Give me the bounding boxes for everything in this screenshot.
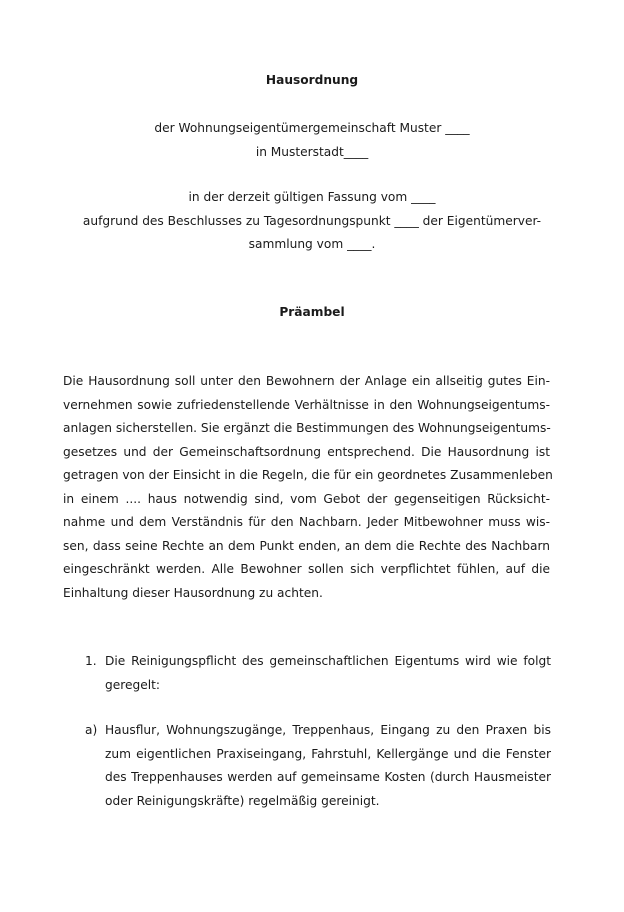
preamble-line: getragen von der Einsicht in die Regeln, die für ein geordnetes Zusammenleben bbox=[63, 468, 553, 482]
preamble-line: in einem .... haus notwendig sind, vom Gebot der gegenseitigen Rücksicht- bbox=[63, 491, 550, 506]
document-title: Hausordnung bbox=[265, 73, 359, 87]
header-line-version: in der derzeit gültigen Fassung vom ____ bbox=[188, 190, 436, 204]
list-item-line: Hausflur, Wohnungszugänge, Treppenhaus, Eingang zu den Praxen bis bbox=[105, 723, 551, 737]
list-item-line: des Treppenhauses werden auf gemeinsame Kosten (durch Hausmeister bbox=[105, 770, 551, 784]
preamble-line: anlagen sicherstellen. Sie ergänzt die Bestimmungen des Wohnungseigentums- bbox=[63, 421, 551, 435]
preamble-line: gesetzes und der Gemeinschaftsordnung entsprechend. Die Hausordnung ist bbox=[63, 444, 550, 459]
list-item-line: oder Reinigungskräfte) regelmäßig gereinigt. bbox=[105, 793, 380, 808]
list-item-a-marker: a) bbox=[85, 723, 98, 737]
preamble-heading: Präambel bbox=[279, 305, 345, 319]
header-line-community: der Wohnungseigentümergemeinschaft Muster ____ bbox=[154, 121, 470, 135]
list-item-line: Die Reinigungspflicht des gemeinschaftlichen Eigentums wird wie folgt bbox=[105, 654, 551, 668]
header-line-resolution: aufgrund des Beschlusses zu Tagesordnungspunkt ____ der Eigentümerver- bbox=[82, 214, 542, 228]
preamble-line: eingeschränkt werden. Alle Bewohner sollen sich verpflichtet fühlen, auf die bbox=[63, 562, 550, 576]
header-line-meeting: sammlung vom ____. bbox=[248, 237, 376, 251]
list-item-line: geregelt: bbox=[105, 677, 160, 692]
preamble-line: Die Hausordnung soll unter den Bewohnern der Anlage ein allseitig gutes Ein- bbox=[63, 374, 550, 388]
list-item-1-marker: 1. bbox=[85, 654, 97, 668]
preamble-line: vernehmen sowie zufriedenstellende Verhältnisse in den Wohnungseigentums- bbox=[63, 397, 550, 412]
list-item-line: zum eigentlichen Praxiseingang, Fahrstuhl, Kellergänge und die Fenster bbox=[105, 746, 551, 761]
preamble-line: nahme und dem Verständnis für den Nachbarn. Jeder Mitbewohner muss wis- bbox=[63, 515, 550, 529]
header-line-city: in Musterstadt____ bbox=[255, 145, 369, 159]
preamble-line: sen, dass seine Rechte an dem Punkt enden, an dem die Rechte des Nachbarn bbox=[63, 538, 550, 553]
preamble-line: Einhaltung dieser Hausordnung zu achten. bbox=[63, 585, 323, 600]
